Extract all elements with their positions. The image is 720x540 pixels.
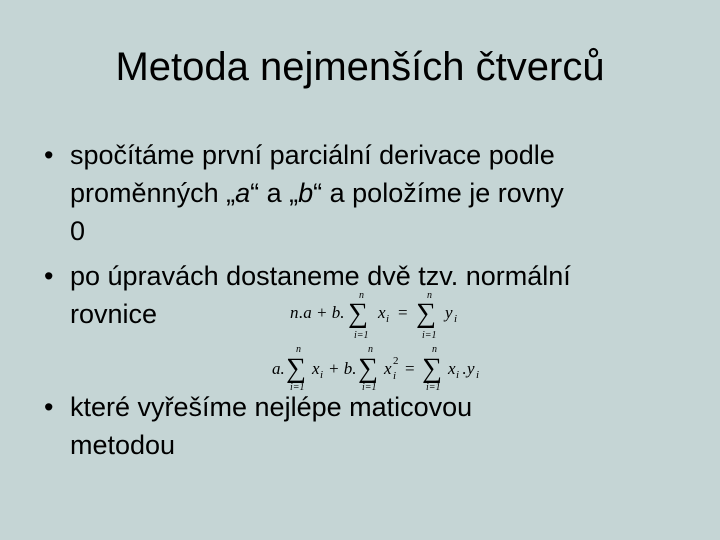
bullet-3-line-1: které vyřešíme nejlépe maticovou	[70, 392, 473, 422]
variable-a: a	[235, 178, 251, 208]
eq1-equals: =	[398, 303, 408, 322]
text-fragment: proměnných „	[70, 178, 236, 208]
normal-equation-2	[272, 344, 492, 394]
eq1-n: n	[290, 303, 299, 322]
eq1-y: y	[445, 303, 453, 322]
eq2-sum3-symbol: ∑	[422, 353, 442, 384]
eq2-sum1-upper: n	[296, 344, 301, 355]
eq1-sum2-symbol: ∑	[416, 298, 436, 329]
eq2-x-sub: i	[320, 369, 324, 381]
eq2-xy-y-sub: i	[476, 369, 480, 381]
eq2-a: a.	[272, 359, 285, 378]
normal-equation-1	[288, 286, 478, 344]
eq2-sum2-lower: i=1	[362, 382, 377, 393]
eq1-sum1-lower: i=1	[354, 330, 369, 341]
eq2-equals: =	[405, 359, 415, 378]
eq1-x: x	[378, 303, 386, 322]
variable-b: b	[298, 178, 314, 208]
eq2-xy-x: x	[448, 359, 456, 378]
eq1-sum2-lower: i=1	[422, 330, 437, 341]
eq2-xy-x-sub: i	[456, 369, 460, 381]
slide-title: Metoda nejmenších čtverců	[115, 45, 605, 89]
eq2-xy-y: y	[467, 359, 475, 378]
eq2-xy-dot: .	[462, 359, 467, 378]
eq2-plus-b: + b.	[328, 359, 357, 378]
eq2-sum3-lower: i=1	[426, 382, 441, 393]
bullet-dot: •	[44, 392, 54, 422]
bullet-1-line-3: 0	[70, 216, 86, 246]
eq1-sum1-symbol: ∑	[348, 298, 368, 329]
eq1-x-sub: i	[386, 313, 390, 325]
eq1-sum1-upper: n	[359, 290, 364, 301]
bullet-2-line-2: rovnice	[70, 299, 158, 329]
eq1-y-sub: i	[454, 313, 458, 325]
eq2-sum2-symbol: ∑	[358, 353, 378, 384]
eq2-sum1-symbol: ∑	[286, 353, 306, 384]
bullet-dot: •	[44, 261, 54, 291]
eq2-x2-sub: i	[393, 370, 397, 382]
text-fragment: “ a „	[250, 178, 299, 208]
bullet-text	[70, 388, 690, 464]
eq2-x2-sup: 2	[393, 355, 399, 367]
eq2-sum3-upper: n	[432, 344, 437, 355]
bullet-text	[70, 136, 690, 250]
bullet-3-line-2: metodou	[70, 430, 176, 460]
eq2-x: x	[312, 359, 320, 378]
text-fragment: “ a položíme je rovny	[313, 178, 564, 208]
eq2-sum1-lower: i=1	[290, 382, 305, 393]
eq1-sum2-upper: n	[427, 290, 432, 301]
eq2-x2: x	[384, 359, 392, 378]
bullet-2-line-1: po úpravách dostaneme dvě tzv. normální	[70, 261, 571, 291]
bullet-1-line-2	[70, 174, 690, 212]
eq1-a-plus-b: .a + b.	[299, 303, 345, 322]
bullet-1-line-1: spočítáme první parciální derivace podle	[70, 140, 555, 170]
eq2-sum2-upper: n	[368, 344, 373, 355]
bullet-dot: •	[44, 140, 54, 170]
